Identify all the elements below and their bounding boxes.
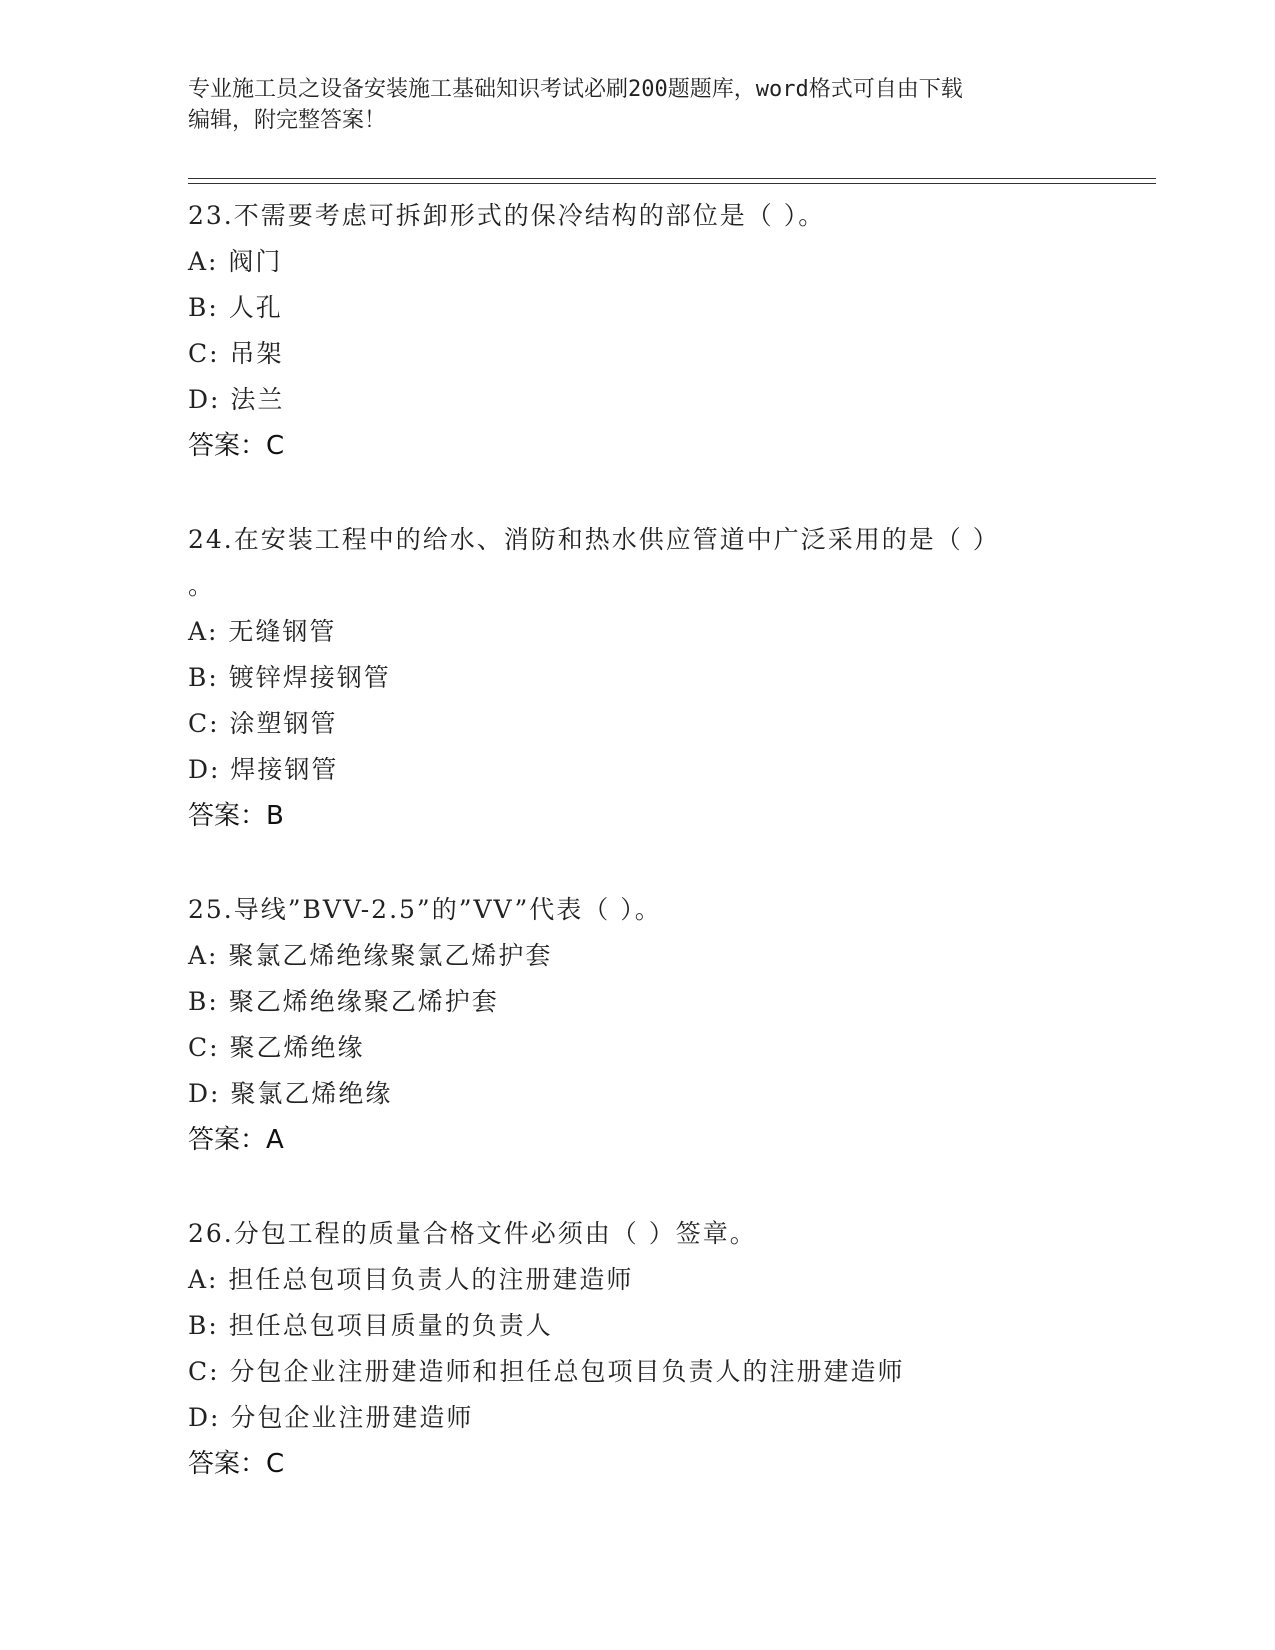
option-a: A: 担任总包项目负责人的注册建造师 — [188, 1265, 634, 1294]
option-d: D: 焊接钢管 — [188, 755, 339, 784]
option-c: C: 吊架 — [188, 339, 284, 368]
question-24 — [188, 517, 1148, 839]
question-stem: 23.不需要考虑可拆卸形式的保冷结构的部位是（ ）。 — [188, 201, 826, 230]
option-b: B: 担任总包项目质量的负责人 — [188, 1311, 553, 1340]
option-b: B: 聚乙烯绝缘聚乙烯护套 — [188, 987, 499, 1016]
option-c: C: 聚乙烯绝缘 — [188, 1033, 365, 1062]
question-25 — [188, 887, 1148, 1163]
option-a: A: 阀门 — [188, 247, 283, 276]
question-26 — [188, 1211, 1148, 1487]
option-a: A: 无缝钢管 — [188, 617, 337, 646]
option-d: D: 分包企业注册建造师 — [188, 1403, 474, 1432]
option-c: C: 涂塑钢管 — [188, 709, 338, 738]
option-d: D: 聚氯乙烯绝缘 — [188, 1079, 393, 1108]
question-stem: 26.分包工程的质量合格文件必须由（ ）签章。 — [188, 1219, 757, 1248]
header-divider-bottom — [188, 183, 1156, 184]
option-d: D: 法兰 — [188, 385, 285, 414]
answer-label: 答案：C — [188, 431, 285, 461]
answer-label: 答案：C — [188, 1449, 285, 1479]
header-line-1: 专业施工员之设备安装施工基础知识考试必刷200题题库，word格式可自由下载 — [188, 77, 963, 102]
header-divider-top — [188, 178, 1156, 179]
answer-label: 答案：A — [188, 1125, 284, 1155]
question-stem: 25.导线”BVV-2.5”的”VV”代表（ ）。 — [188, 895, 662, 924]
option-a: A: 聚氯乙烯绝缘聚氯乙烯护套 — [188, 941, 553, 970]
option-c: C: 分包企业注册建造师和担任总包项目负责人的注册建造师 — [188, 1357, 905, 1386]
question-stem-continuation: 。 — [188, 571, 214, 600]
question-list — [188, 193, 1148, 1535]
answer-label: 答案：B — [188, 801, 284, 831]
option-b: B: 人孔 — [188, 293, 283, 322]
question-stem: 24.在安装工程中的给水、消防和热水供应管道中广泛采用的是（ ） — [188, 525, 1000, 554]
document-header — [188, 74, 1088, 136]
option-b: B: 镀锌焊接钢管 — [188, 663, 391, 692]
header-line-2: 编辑，附完整答案！ — [188, 108, 387, 133]
question-23 — [188, 193, 1148, 469]
